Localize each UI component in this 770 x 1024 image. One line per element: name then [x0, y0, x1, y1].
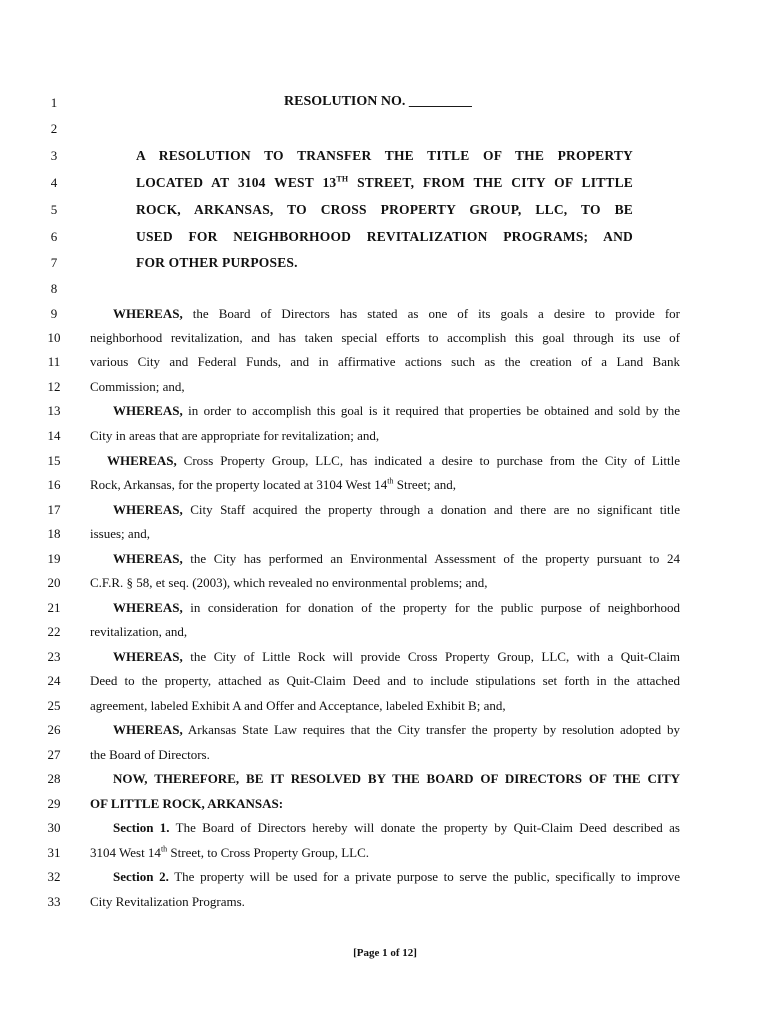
body-line: City Revitalization Programs.	[90, 894, 245, 909]
line-number: 8	[50, 281, 58, 296]
heading-text: LOCATED AT 3104 WEST 13	[136, 175, 337, 190]
heading-line	[136, 175, 633, 191]
line-number: 18	[47, 526, 61, 541]
line-number: 29	[47, 796, 61, 811]
heading-line: USED FOR NEIGHBORHOOD REVITALIZATION PROGRAMS; AND	[136, 229, 633, 244]
body-text: 3104 West 14	[90, 845, 161, 860]
body-line: Commission; and,	[90, 379, 185, 394]
line-number: 3	[50, 148, 58, 163]
body-line	[113, 820, 680, 836]
line-number: 10	[47, 330, 61, 345]
body-line	[113, 869, 680, 885]
line-number: 16	[47, 477, 61, 492]
line-number: 4	[50, 175, 58, 190]
line-number: 25	[47, 698, 61, 713]
line-number: 1	[50, 95, 58, 110]
body-line: Deed to the property, attached as Quit-Claim Deed and to include stipulations set forth in the attached	[90, 673, 680, 688]
heading-line: FOR OTHER PURPOSES.	[136, 255, 298, 270]
line-number: 26	[47, 722, 61, 737]
body-line	[113, 722, 680, 738]
body-text: the City of Little Rock will provide Cross Property Group, LLC, with a Quit-Claim	[182, 649, 680, 664]
body-line	[113, 649, 680, 665]
section-label: Section 2.	[113, 869, 169, 884]
line-number: 30	[47, 820, 61, 835]
line-number: 22	[47, 624, 61, 639]
line-number: 23	[47, 649, 61, 664]
body-text: Street, to Cross Property Group, LLC.	[167, 845, 370, 860]
body-text: The Board of Directors hereby will donate the property by Quit-Claim Deed described as	[169, 820, 680, 835]
line-number: 2	[50, 121, 58, 136]
body-line	[113, 306, 680, 322]
body-text: the City has performed an Environmental Assessment of the property pursuant to 24	[182, 551, 680, 566]
body-line	[113, 502, 680, 518]
line-number: 5	[50, 202, 58, 217]
line-number: 6	[50, 229, 58, 244]
superscript: th	[387, 476, 394, 486]
body-line	[90, 845, 369, 861]
superscript: TH	[336, 174, 349, 184]
heading-line: ROCK, ARKANSAS, TO CROSS PROPERTY GROUP, LLC, TO BE	[136, 202, 633, 217]
body-line: revitalization, and,	[90, 624, 188, 639]
line-number: 14	[47, 428, 61, 443]
resolved-clause: NOW, THEREFORE, BE IT RESOLVED BY THE BOARD OF DIRECTORS OF THE CITY	[113, 771, 680, 786]
body-line	[107, 453, 680, 469]
whereas-label: WHEREAS,	[113, 551, 183, 566]
heading-line: A RESOLUTION TO TRANSFER THE TITLE OF THE PROPERTY	[136, 148, 633, 163]
line-number: 33	[47, 894, 61, 909]
body-line: neighborhood revitalization, and has taken special efforts to accomplish this goal through its use of	[90, 330, 680, 345]
body-text: in consideration for donation of the property for the public purpose of neighborhood	[182, 600, 680, 615]
body-line	[90, 477, 456, 493]
line-number: 20	[47, 575, 61, 590]
line-number: 13	[47, 403, 61, 418]
body-line: the Board of Directors.	[90, 747, 210, 762]
body-line: issues; and,	[90, 526, 150, 541]
body-line	[113, 551, 680, 567]
body-line	[113, 403, 680, 419]
whereas-label: WHEREAS,	[113, 502, 183, 517]
line-number: 17	[47, 502, 61, 517]
line-number: 32	[47, 869, 61, 884]
heading-text: STREET, FROM THE CITY OF LITTLE	[348, 175, 633, 190]
body-line	[113, 600, 680, 616]
line-number: 9	[50, 306, 58, 321]
whereas-label: WHEREAS,	[107, 453, 177, 468]
line-number: 31	[47, 845, 61, 860]
whereas-label: WHEREAS,	[113, 306, 183, 321]
superscript: th	[160, 844, 168, 854]
section-label: Section 1.	[113, 820, 170, 835]
whereas-label: WHEREAS,	[113, 600, 183, 615]
body-text: City Staff acquired the property through a donation and there are no significant title	[182, 502, 680, 517]
line-number: 11	[47, 354, 61, 369]
body-text: Street; and,	[393, 477, 456, 492]
body-text: Arkansas State Law requires that the City transfer the property by resolution adopted by	[182, 722, 680, 737]
line-number: 15	[47, 453, 61, 468]
body-text: in order to accomplish this goal is it required that properties be obtained and sold by the	[182, 403, 680, 418]
resolution-title: RESOLUTION NO. _________	[284, 94, 472, 109]
body-line: C.F.R. § 58, et seq. (2003), which revealed no environmental problems; and,	[90, 575, 488, 590]
line-number: 7	[50, 255, 58, 270]
body-line: various City and Federal Funds, and in affirmative actions such as the creation of a Land Bank	[90, 354, 680, 369]
line-number: 19	[47, 551, 61, 566]
body-text: the Board of Directors has stated as one of its goals a desire to provide for	[182, 306, 680, 321]
line-number: 24	[47, 673, 61, 688]
whereas-label: WHEREAS,	[113, 649, 183, 664]
line-number: 28	[47, 771, 61, 786]
page-footer: [Page 1 of 12]	[353, 947, 417, 959]
line-number: 12	[47, 379, 61, 394]
whereas-label: WHEREAS,	[113, 722, 183, 737]
line-number: 21	[47, 600, 61, 615]
body-text: Rock, Arkansas, for the property located at 3104 West 14	[90, 477, 388, 492]
body-line: agreement, labeled Exhibit A and Offer and Acceptance, labeled Exhibit B; and,	[90, 698, 506, 713]
line-number: 27	[47, 747, 61, 762]
body-text: Cross Property Group, LLC, has indicated a desire to purchase from the City of Little	[176, 453, 680, 468]
whereas-label: WHEREAS,	[113, 403, 183, 418]
resolved-clause: OF LITTLE ROCK, ARKANSAS:	[90, 796, 284, 811]
body-line: City in areas that are appropriate for revitalization; and,	[90, 428, 380, 443]
body-text: The property will be used for a private purpose to serve the public, specifically to improve	[168, 869, 680, 884]
